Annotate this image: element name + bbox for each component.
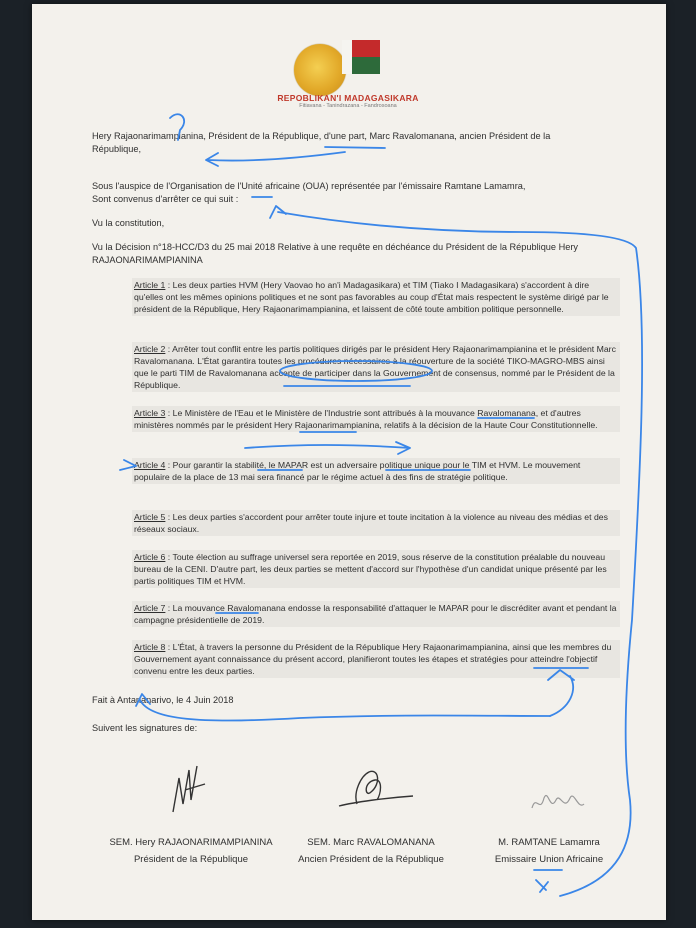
vu-constitution: Vu la constitution, xyxy=(92,218,165,228)
article-3: Article 3 : Le Ministère de l'Eau et le Ministère de l'Industrie sont attribués à la mouvance Ravalomanana, et d'autres ministères nommés par le président Hery Rajaonarimampianina, relatifs à la décision de la Haute Cour Constitutionnelle. xyxy=(132,406,620,432)
signatures-heading: Suivent les signatures de: xyxy=(92,723,198,733)
article-8: Article 8 : L'État, à travers la personne du Président de la République Hery Rajaonarimampianina, ainsi que les membres du Gouvernement ayant connaissance du présent accord, planifieront toutes les étapes et stratégies pour atteindre l'objectif convenu entre les deux parties. xyxy=(132,640,620,678)
place-date: Fait à Antananarivo, le 4 Juin 2018 xyxy=(92,695,234,705)
vu-decision: Vu la Décision n°18-HCC/D3 du 25 mai 2018 Relative à une requête en déchéance du Président de la République Hery RAJAONARIMAMPIANINA xyxy=(92,242,578,265)
article-7: Article 7 : La mouvance Ravalomanana endosse la responsabilité d'attaquer le MAPAR pour le discréditer avant et pendant la campagne présidentielle de 2019. xyxy=(132,601,620,627)
article-2: Article 2 : Arrêter tout conflit entre les partis politiques dirigés par le président Hery Rajaonarimampianina et le président Marc Ravalomanana. L'État garantira toutes les procédures nécessaires à la réouverture de la société TIKO-MAGRO-MBS ainsi que le parti TIM de Ravalomanana accepte de participer dans la Gouvernement de consensus, nommé par le Président de la République. xyxy=(132,342,620,392)
madagascar-flag-icon xyxy=(342,40,380,74)
signatory-2-name: SEM. Marc RAVALOMANANA xyxy=(307,837,435,848)
article-6: Article 6 : Toute élection au suffrage universel sera reportée en 2019, sous réserve de la constitution préalable du nouveau bureau de la CENI. D'autre part, les deux parties se mettent d'accord sur l'hypothèse d'un candidat unique présenté par les partis politiques TIM et HVM. xyxy=(132,550,620,588)
signatory-3-name: M. RAMTANE Lamamra xyxy=(498,837,600,848)
signatory-3-title: Emissaire Union Africaine xyxy=(494,854,604,865)
signature-lamamra xyxy=(528,784,588,820)
article-1: Article 1 : Les deux parties HVM (Hery Vaovao ho an'i Madagasikara) et TIM (Tiako I Madagasikara) s'accordent à dire qu'elles ont les mêmes opinions politiques et ne sont pas favorables au coup d'État mais respectent le système dirigé par le président de la République, Hery Rajaonarimampianina, et laissent de côté toute ambition politique personnelle. xyxy=(132,278,620,316)
national-motto: Fitiavana - Tanindrazana - Fandrosoana xyxy=(299,103,397,109)
national-emblem xyxy=(294,44,348,96)
country-name: REPOBLIKAN'I MADAGASIKARA xyxy=(277,93,419,103)
signatory-1-title: Président de la République xyxy=(133,854,249,865)
article-5: Article 5 : Les deux parties s'accordent pour arrêter toute injure et toute incitation à la violence au niveau des médias et des réseaux sociaux. xyxy=(132,510,620,536)
intro-parties: Hery Rajaonarimampianina, Président de la République, d'une part, Marc Ravalomanana, ancien Président de la République, xyxy=(92,131,551,154)
state-seal-icon xyxy=(294,44,346,96)
intro-convenus: Sont convenus d'arrêter ce qui suit : xyxy=(92,194,239,204)
signatory-1-name: SEM. Hery RAJAONARIMAMPIANINA xyxy=(109,837,273,848)
article-4: Article 4 : Pour garantir la stabilité, le MAPAR est un adversaire politique unique pour le TIM et HVM. Le mouvement populaire de la place de 13 mai sera financé par le régime actuel à des fins de stratégie politique. xyxy=(132,458,620,484)
intro-auspice: Sous l'auspice de l'Organisation de l'Unité africaine (OUA) représentée par l'émissaire Ramtane Lamamra, xyxy=(92,181,526,191)
signature-ravalomanana xyxy=(335,762,417,814)
signatory-2-title: Ancien Président de la République xyxy=(298,854,444,865)
signature-rajaonarimampianina xyxy=(165,760,215,818)
